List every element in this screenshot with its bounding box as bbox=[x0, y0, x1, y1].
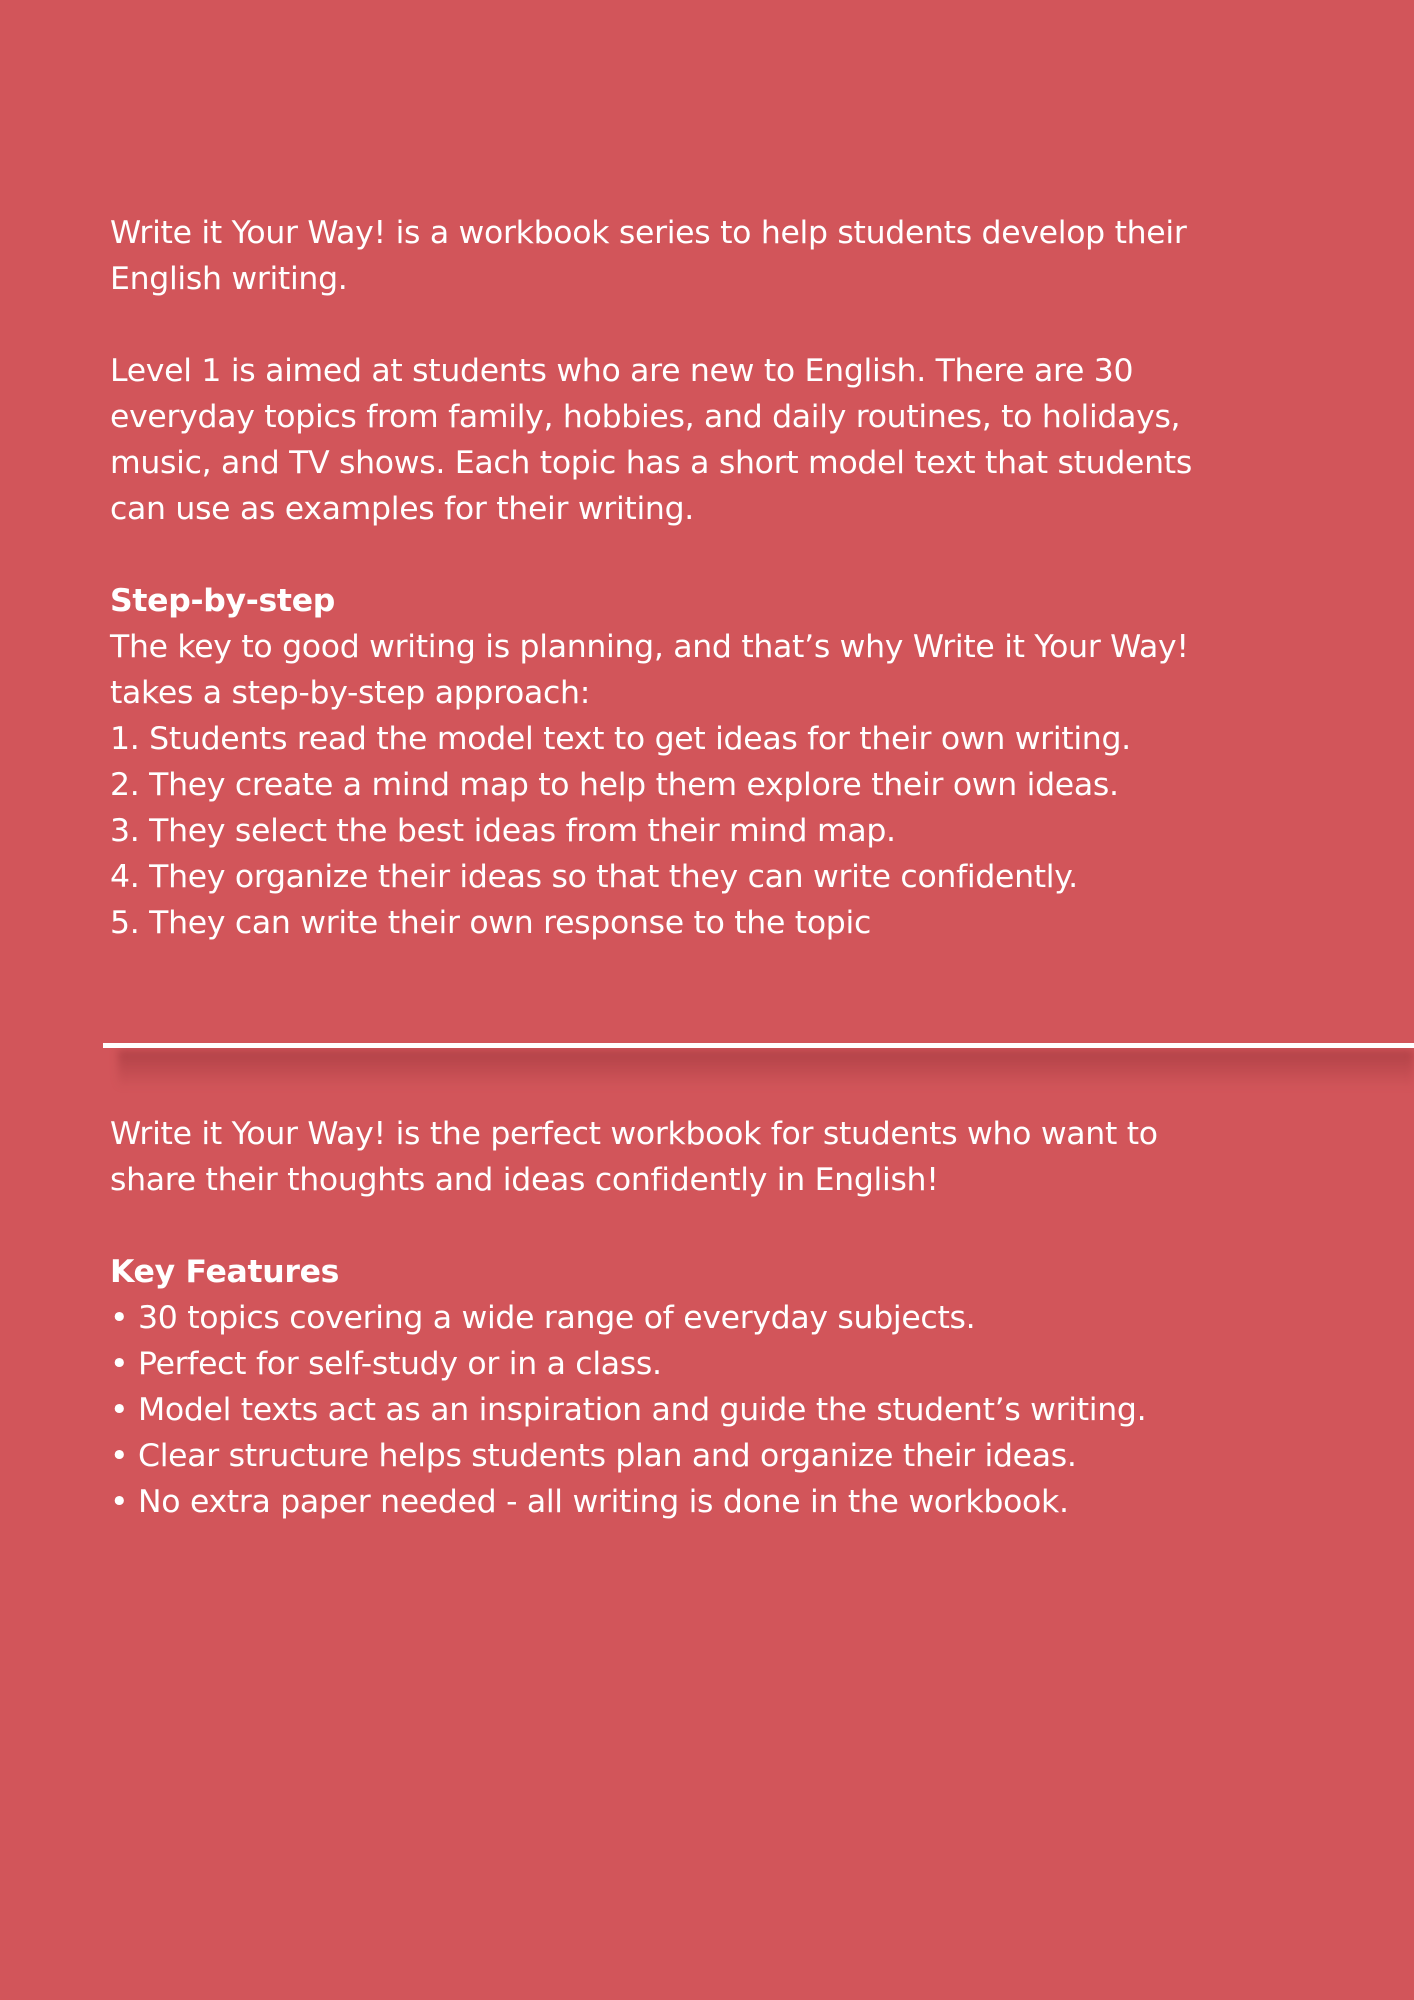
feature-item: • Perfect for self-study or in a class. bbox=[110, 1346, 662, 1382]
summary-line-1: Write it Your Way! is the perfect workbook for students who want to bbox=[110, 1116, 1158, 1152]
step-item: 4. They organize their ideas so that they can write confidently. bbox=[110, 859, 1078, 895]
feature-item: • No extra paper needed - all writing is done in the workbook. bbox=[110, 1484, 1069, 1520]
section-divider bbox=[103, 1043, 1414, 1048]
step-item: 3. They select the best ideas from their mind map. bbox=[110, 813, 896, 849]
description-section bbox=[110, 210, 1310, 946]
step-item: 5. They can write their own response to the topic bbox=[110, 905, 871, 941]
step-by-step-heading: Step-by-step bbox=[110, 583, 336, 619]
step-intro-line-1: The key to good writing is planning, and that’s why Write it Your Way! bbox=[110, 629, 1189, 665]
level-line-2: everyday topics from family, hobbies, and daily routines, to holidays, bbox=[110, 399, 1181, 435]
divider-shadow bbox=[118, 1050, 1414, 1088]
level-line-4: can use as examples for their writing. bbox=[110, 491, 694, 527]
step-item: 2. They create a mind map to help them explore their own ideas. bbox=[110, 767, 1119, 803]
key-features-heading: Key Features bbox=[110, 1254, 340, 1290]
level-line-1: Level 1 is aimed at students who are new to English. There are 30 bbox=[110, 353, 1134, 389]
level-line-3: music, and TV shows. Each topic has a short model text that students bbox=[110, 445, 1192, 481]
step-intro-line-2: takes a step-by-step approach: bbox=[110, 675, 591, 711]
features-section bbox=[110, 1111, 1310, 1525]
feature-item: • Model texts act as an inspiration and guide the student’s writing. bbox=[110, 1392, 1147, 1428]
intro-line-2: English writing. bbox=[110, 261, 348, 297]
intro-line-1: Write it Your Way! is a workbook series to help students develop their bbox=[110, 215, 1187, 251]
step-item: 1. Students read the model text to get ideas for their own writing. bbox=[110, 721, 1131, 757]
feature-item: • 30 topics covering a wide range of everyday subjects. bbox=[110, 1300, 976, 1336]
summary-line-2: share their thoughts and ideas confidently in English! bbox=[110, 1162, 939, 1198]
feature-item: • Clear structure helps students plan and organize their ideas. bbox=[110, 1438, 1077, 1474]
